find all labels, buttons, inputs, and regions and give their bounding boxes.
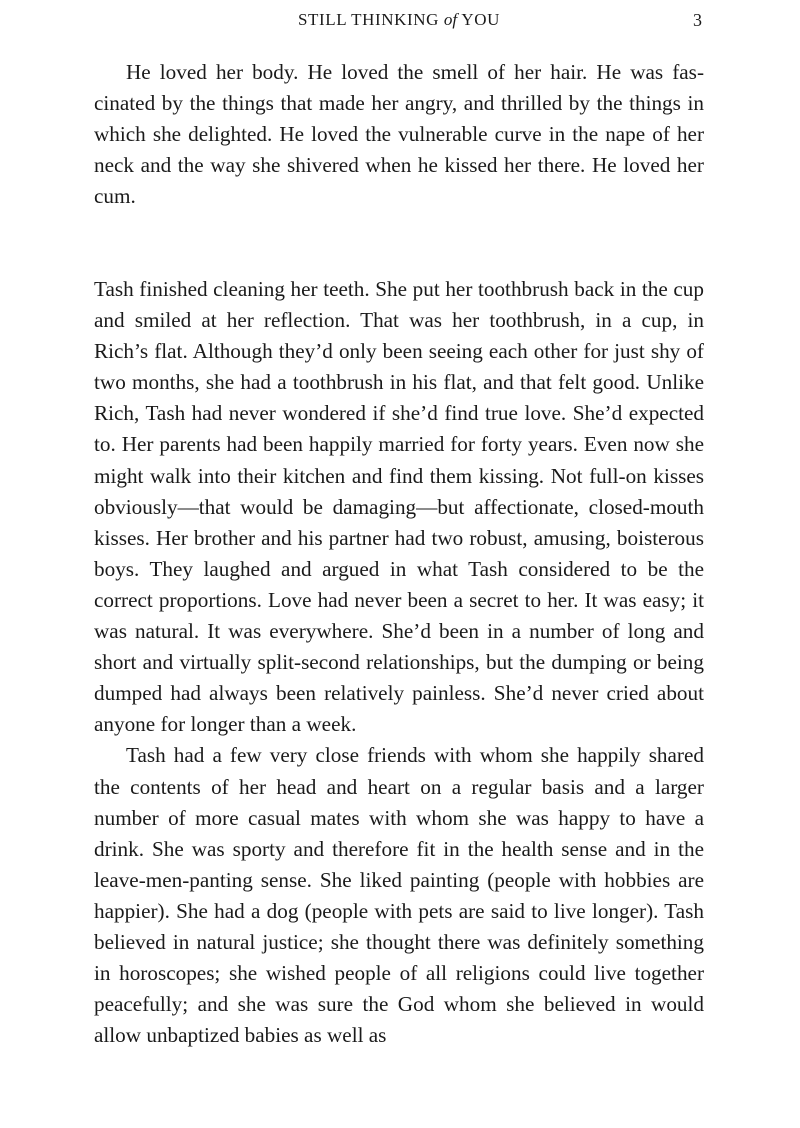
running-title	[94, 8, 704, 32]
running-title-part1: STILL THINKING	[297, 10, 440, 29]
paragraph-2: Tash finished cleaning her teeth. She put her toothbrush back in the cup and smiled at her reflection. That was her toothbrush, in a cup, in Rich’s flat. Although they’d only been seeing each other for just shy of two months, she had a toothbrush in his flat, and that felt good. Unlike Rich, Tash had never wondered if she’d find true love. She’d expected to. Her parents had been happily married for forty years. Even now she might walk into their kitchen and find them kissing. Not full-on kisses obviously—that would be damaging—but affectionate, closed-mouth kisses. Her brother and his partner had two robust, amusing, boisterous boys. They laughed and argued in what Tash considered to be the correct proportions. Love had never been a secret to her. It was easy; it was natural. It was everywhere. She’d been in a number of long and short and virtually split-second relationships, but the dumping or being dumped had always been relatively painless. She’d never cried about anyone for longer than a week.	[94, 277, 704, 737]
paragraph-3: Tash had a few very close friends with whom she happily shared the contents of her head and heart on a regular basis and a larger number of more casual mates with whom she was happy to have a drink. She was sporty and therefore fit in the health sense and in the leave-men-panting sense. She liked painting (people with hobbies are happier). She had a dog (people with pets are said to live longer). Tash believed in natural justice; she thought there was definitely something in horoscopes; she wished people of all religions could live together peacefully; and she was sure the God whom she believed in would allow unbaptized babies as well as	[94, 743, 704, 1048]
paragraph-1: He loved her body. He loved the smell of her hair. He was fascinated by the things that made her angry, and thrilled by the things in which she delighted. He loved the vulnerable curve in the nape of her neck and the way she shivered when he kissed her there. He loved her cum.	[94, 60, 704, 209]
running-title-part2: YOU	[461, 10, 501, 29]
running-title-of: of	[443, 10, 458, 29]
text-block-1	[94, 57, 704, 212]
page-number: 3	[693, 10, 702, 30]
text-block-2	[94, 274, 704, 1051]
running-header	[94, 8, 704, 32]
